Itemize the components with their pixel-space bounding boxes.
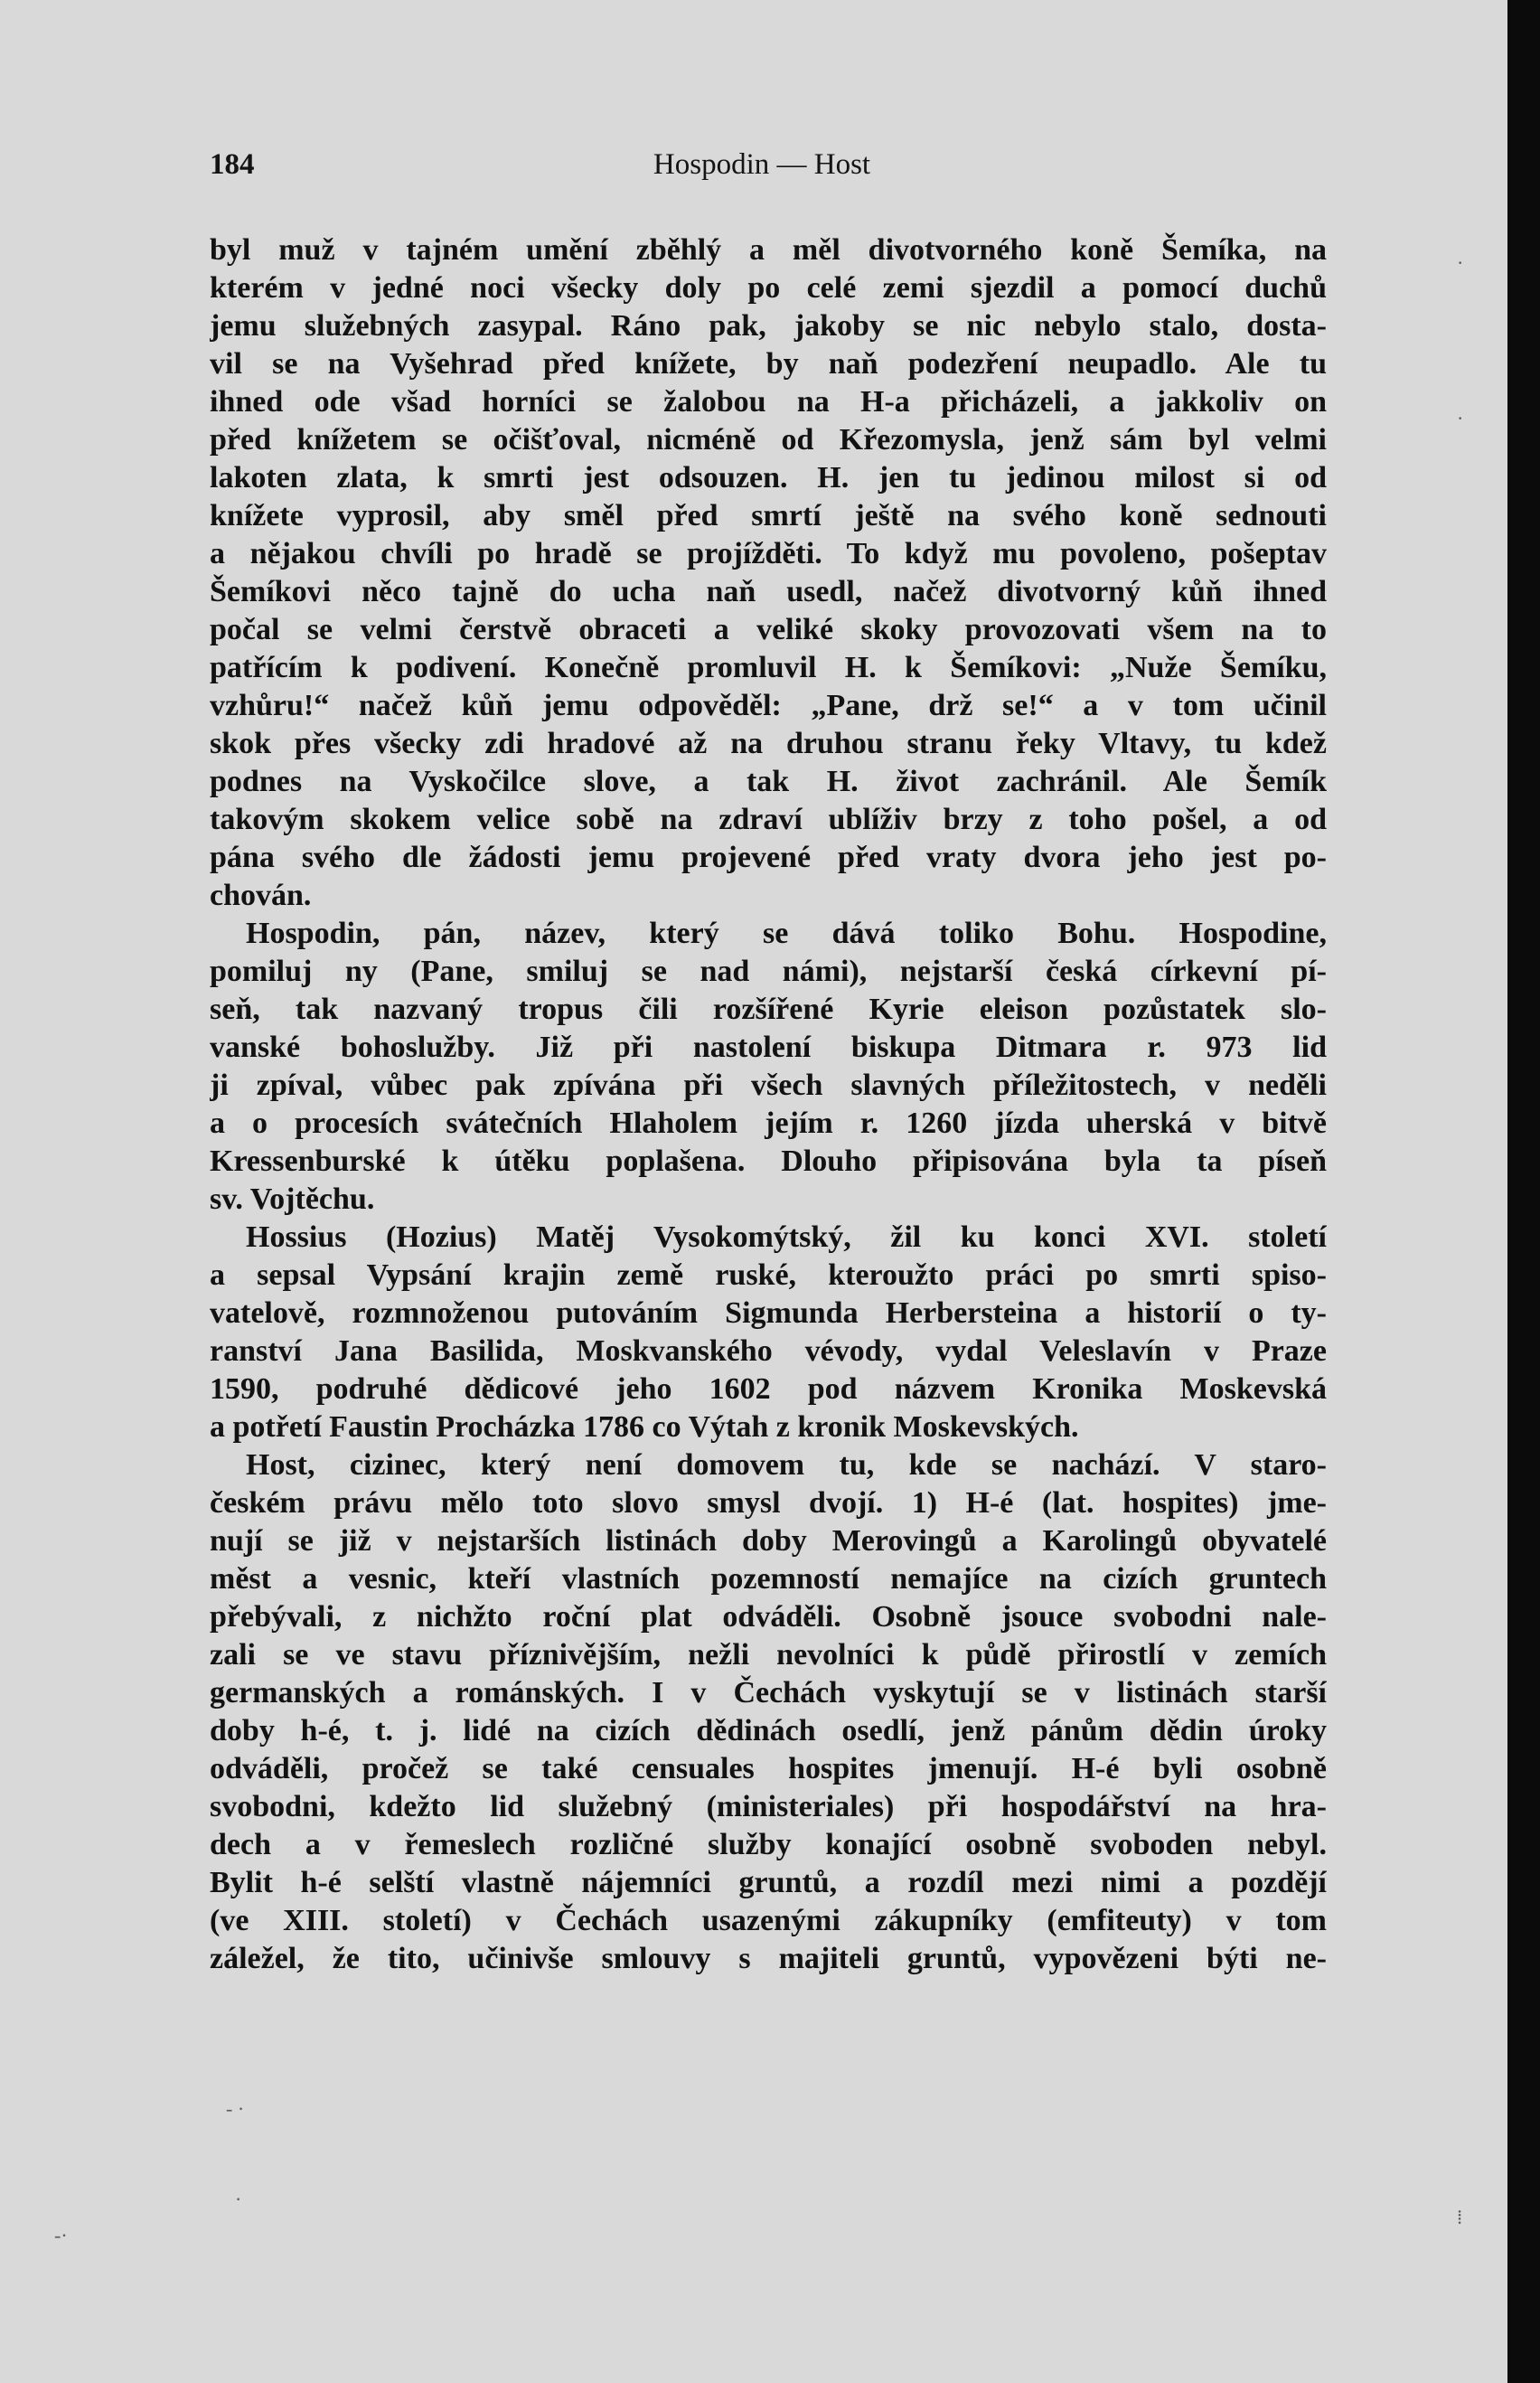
text-line: dech a v řemeslech rozličné služby konající osobně svoboden nebyl. (210, 1828, 1327, 1861)
text-line: jemu služebných zasypal. Ráno pak, jakoby se nic nebylo stalo, dosta- (210, 309, 1327, 343)
specks: - · (226, 2097, 245, 2120)
specks: -· (54, 2224, 68, 2246)
text-line: vzhůru!“ načež kůň jemu odpověděl: „Pane, drž se!“ a v tom učinil (210, 689, 1327, 722)
text-line: sv. Vojtěchu. (210, 1182, 375, 1216)
text-line: seň, tak nazvaný tropus čili rozšířené Kyrie eleison pozůstatek slo- (210, 993, 1327, 1026)
text-line: počal se velmi čerstvě obraceti a veliké skoky provozovati všem na to (210, 613, 1327, 646)
text-line: vil se na Vyšehrad před knížete, by naň podezření neupadlo. Ale tu (210, 347, 1327, 381)
specks: · (235, 2188, 242, 2210)
text-line: kterém v jedné noci všecky doly po celé zemi sjezdil a pomocí duchů (210, 271, 1327, 305)
text-line: Kressenburské k útěku poplašena. Dlouho připisována byla ta píseň (210, 1144, 1327, 1178)
text-line: a nějakou chvíli po hradě se projížděti. To když mu povoleno, pošeptav (210, 537, 1327, 570)
text-line: vanské bohoslužby. Již při nastolení biskupa Ditmara r. 973 lid (210, 1031, 1327, 1064)
text-line: skok přes všecky zdi hradové až na druhou stranu řeky Vltavy, tu kdež (210, 727, 1327, 760)
text-line: a sepsal Vypsání krajin země ruské, kteroužto práci po smrti spiso- (210, 1258, 1327, 1292)
running-title: Hospodin — Host (653, 148, 871, 181)
text-line: odváděli, pročež se také censuales hospites jmenují. H-é byli osobně (210, 1752, 1327, 1785)
specks: ⁞ (1457, 2206, 1463, 2228)
text-line: měst a vesnic, kteří vlastních pozemností nemajíce na cizích gruntech (210, 1562, 1327, 1596)
text-line: ihned ode všad horníci se žalobou na H-a přicházeli, a jakkoliv on (210, 385, 1327, 419)
page-header (210, 148, 1314, 188)
text-line: germanských a románských. I v Čechách vyskytují se v listinách starší (210, 1676, 1327, 1710)
text-line: přebývali, z nichžto roční plat odváděli. Osobně jsouce svobodni nale- (210, 1600, 1327, 1634)
text-line: vatelově, rozmnoženou putováním Sigmunda Herbersteina a historií o ty- (210, 1296, 1327, 1330)
text-line: 1590, podruhé dědicové jeho 1602 pod názvem Kronika Moskevská (210, 1372, 1327, 1406)
text-line: pomiluj ny (Pane, smiluj se nad námi), nejstarší česká církevní pí- (210, 955, 1327, 988)
specks: · (1457, 407, 1464, 429)
text-line: pána svého dle žádosti jemu projevené před vraty dvora jeho jest po- (210, 841, 1327, 874)
text-line: doby h-é, t. j. lidé na cizích dědinách osedlí, jenž pánům dědin úroky (210, 1714, 1327, 1747)
text-line: chován. (210, 879, 312, 912)
text-line: svobodni, kdežto lid služebný (ministeriales) při hospodářství na hra- (210, 1790, 1327, 1823)
text-line: Šemíkovi něco tajně do ucha naň usedl, načež divotvorný kůň ihned (210, 575, 1327, 608)
text-line: a o procesích svátečních Hlaholem jejím r. 1260 jízda uherská v bitvě (210, 1107, 1327, 1140)
text-line: před knížetem se očišťoval, nicméně od Křezomysla, jenž sám byl velmi (210, 423, 1327, 457)
entry-line-hospodin: Hospodin, pán, název, který se dává toliko Bohu. Hospodine, (246, 917, 1327, 950)
text-line: ji zpíval, vůbec pak zpívána při všech slavných příležitostech, v neděli (210, 1069, 1327, 1102)
text-line: Bylit h-é selští vlastně nájemníci gruntů, a rozdíl mezi nimi a pozdějí (210, 1866, 1327, 1899)
text-line: nují se již v nejstarších listinách doby Merovingů a Karolingů obyvatelé (210, 1524, 1327, 1558)
text-line: knížete vyprosil, aby směl před smrtí ještě na svého koně sednouti (210, 499, 1327, 532)
body-text (210, 231, 1327, 1978)
text-line: zali se ve stavu příznivějším, nežli nevolníci k půdě přirostlí v zemích (210, 1638, 1327, 1672)
text-line: byl muž v tajném umění zběhlý a měl divotvorného koně Šemíka, na (210, 233, 1327, 267)
text-line: lakoten zlata, k smrti jest odsouzen. H. jen tu jedinou milost si od (210, 461, 1327, 494)
text-line: takovým skokem velice sobě na zdraví ublíživ brzy z toho pošel, a od (210, 803, 1327, 836)
specks: · (1457, 251, 1464, 274)
text-line: záležel, že tito, učinivše smlouvy s majiteli gruntů, vypovězeni býti ne- (210, 1942, 1327, 1975)
entry-line-host: Host, cizinec, který není domovem tu, kde se nachází. V staro- (246, 1448, 1327, 1482)
text-line: a potřetí Faustin Procházka 1786 co Výtah z kronik Moskevských. (210, 1410, 1079, 1444)
text-line: českém právu mělo toto slovo smysl dvojí. 1) H-é (lat. hospites) jme- (210, 1486, 1327, 1520)
text-line: podnes na Vyskočilce slove, a tak H. život zachránil. Ale Šemík (210, 765, 1327, 798)
page-number: 184 (210, 148, 255, 181)
text-line: (ve XIII. století) v Čechách usazenými zákupníky (emfiteuty) v tom (210, 1904, 1327, 1937)
entry-line-hossius: Hossius (Hozius) Matěj Vysokomýtský, žil ku konci XVI. století (246, 1220, 1327, 1254)
text-line: patřícím k podivení. Konečně promluvil H. k Šemíkovi: „Nuže Šemíku, (210, 651, 1327, 684)
text-line: ranství Jana Basilida, Moskvanského vévody, vydal Veleslavín v Praze (210, 1334, 1327, 1368)
